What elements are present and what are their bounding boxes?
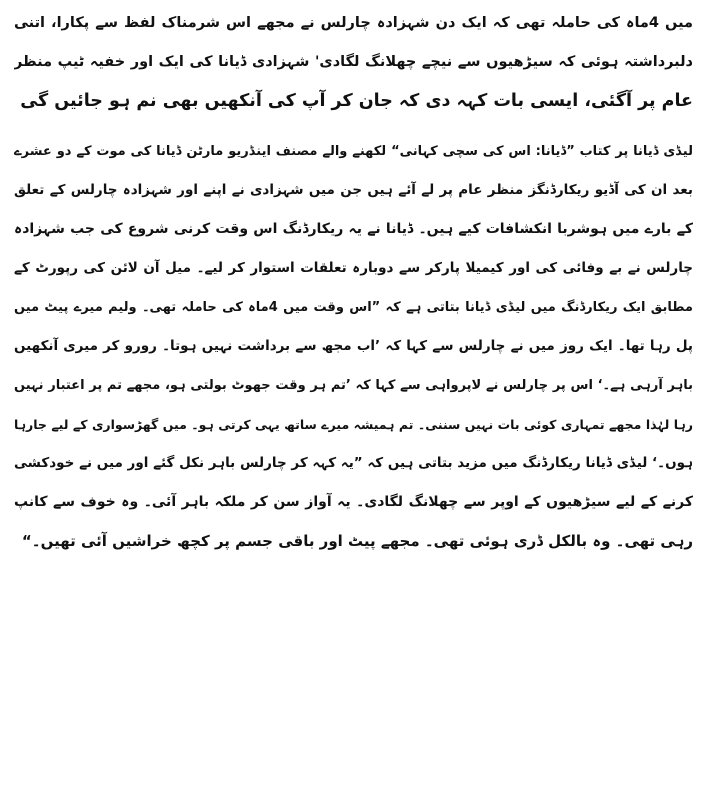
- text-line: لیڈی ڈیانا پر کتاب ”ڈیانا: اس کی سچی کہانی“ لکھنے والے مصنف اینڈریو مارٹن ڈیانا کی موت کے دو عشرے: [14, 144, 693, 159]
- text-line: کرنے کے لیے سیڑھیوں کے اوپر سے چھلانگ لگادی۔ یہ آواز سن کر ملکہ باہر آئی۔ وہ خوف سے کانپ: [14, 494, 693, 510]
- text-line: ہوں۔‘ لیڈی ڈیانا ریکارڈنگ میں مزید بتاتی ہیں کہ ”یہ کہہ کر چارلس باہر نکل گئے اور میں نے خودکشی: [14, 455, 693, 471]
- text-line: چارلس نے بے وفائی کی اور کیمیلا پارکر سے دوبارہ تعلقات استوار کر لیے۔ میل آن لائن کی رپورٹ کے: [14, 260, 693, 276]
- text-line: بعد ان کی آڈیو ریکارڈنگز منظر عام پر لے آئے ہیں جن میں شہزادی نے اپنے اور شہزادہ چارلس کے تعلق: [14, 182, 693, 198]
- text-line: کے بارے میں ہوشربا انکشافات کیے ہیں۔ ڈیانا نے یہ ریکارڈنگ اس وقت کرنی شروع کی جب شہزادہ: [14, 221, 693, 237]
- text-line: مطابق ایک ریکارڈنگ میں لیڈی ڈیانا بتاتی ہے کہ ”اس وقت میں 4ماہ کی حاملہ تھی۔ ولیم میرے پیٹ میں: [14, 300, 693, 315]
- text-line: عام پر آگئی، ایسی بات کہہ دی کہ جان کر آپ کی آنکھیں بھی نم ہو جائیں گی: [20, 91, 693, 111]
- body-paragraph: [14, 132, 693, 561]
- text-line: میں 4ماہ کی حاملہ تھی کہ ایک دن شہزادہ چارلس نے مجھے اس شرمناک لفظ سے پکارا، اتنی: [14, 15, 693, 31]
- text-line: رہا لہٰذا مجھے تمہاری کوئی بات نہیں سننی۔ تم ہمیشہ میرے ساتھ یہی کرتی ہو۔ میں گھڑسواری کے لیے جارہا: [14, 417, 693, 432]
- text-line: رہی تھی۔ وہ بالکل ڈری ہوئی تھی۔ مجھے پیٹ اور باقی جسم پر کچھ خراشیں آئی تھیں۔“: [21, 532, 693, 550]
- paragraph-divider: [14, 121, 693, 132]
- text-line: باہر آرہی ہے۔‘ اس پر چارلس نے لاپرواہی سے کہا کہ ’تم ہر وقت جھوٹ بولتی ہو، مجھے تم پر اعتبار نہیں: [14, 378, 693, 393]
- text-line: پل رہا تھا۔ ایک روز میں نے چارلس سے کہا کہ ’اب مجھ سے برداشت نہیں ہوتا۔ رورو کر میری آنکھیں: [14, 338, 693, 354]
- headline-paragraph: [14, 4, 693, 121]
- text-line: دلبرداشتہ ہوئی کہ سیڑھیوں سے نیچے چھلانگ لگادی' شہزادی ڈیانا کی ایک اور خفیہ ٹیپ منظر: [14, 54, 693, 70]
